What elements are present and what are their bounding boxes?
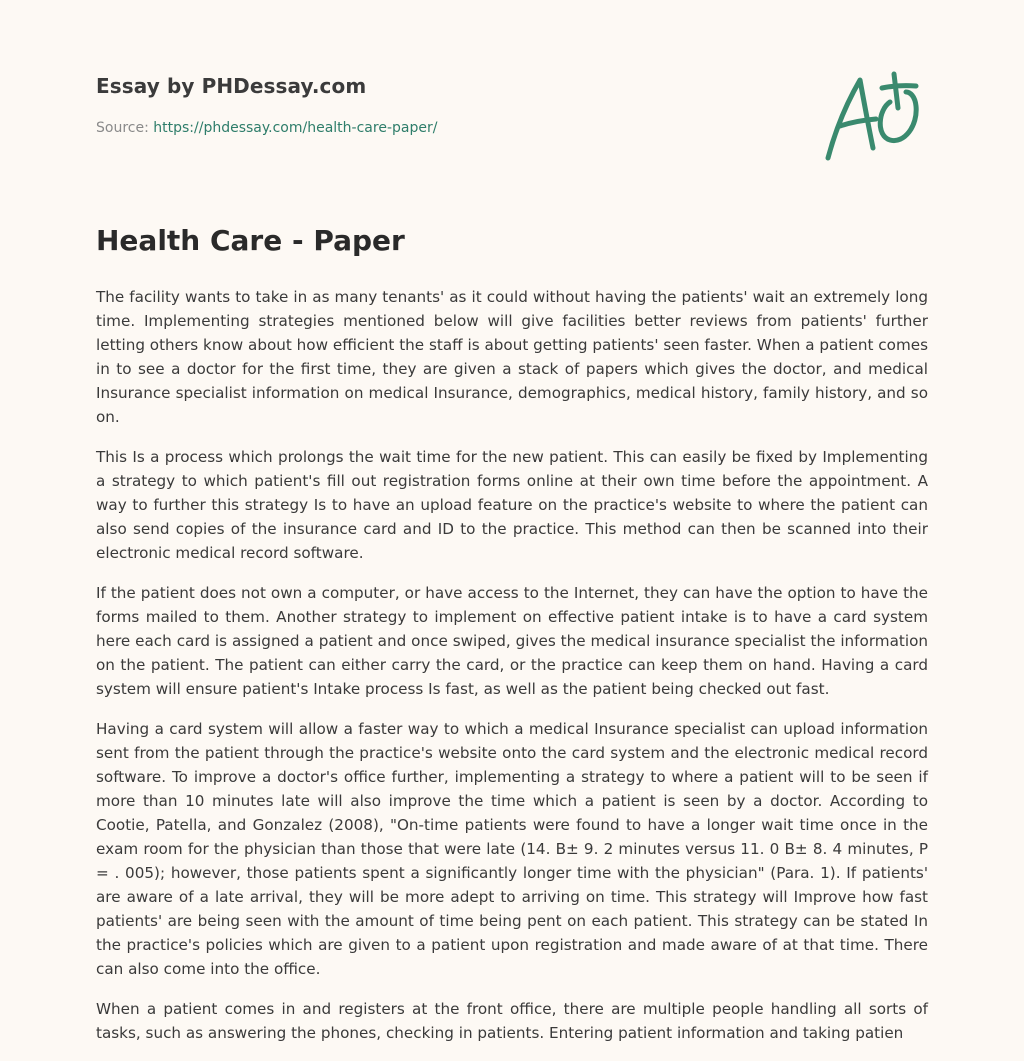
source-link[interactable]: https://phdessay.com/health-care-paper/ (153, 120, 438, 136)
paragraph: When a patient comes in and registers at the front office, there are multiple people handling all sorts of tasks, such as answering the phones, checking in patients. Entering patient information and taking patien (96, 1000, 928, 1042)
paragraph: This Is a process which prolongs the wait time for the new patient. This can easily be fixed by Implementing a strategy to which patient's fill out registration forms online at their own time before the appointment. A way to further this strategy Is to have an upload feature on the practice's website to where the patient can also send copies of the insurance card and ID to the practice. This method can then be scanned into their electronic medical record software. (96, 448, 928, 562)
a-plus-grade-icon (818, 66, 930, 166)
essay-body (96, 285, 928, 1061)
paragraph: The facility wants to take in as many tenants' as it could without having the patients' wait an extremely long time. Implementing strategies mentioned below will give facilities better reviews from patients' further letting others know about how efficient the staff is about getting patients' seen faster. When a patient comes in to see a doctor for the first time, they are given a stack of papers which gives the doctor, and medical Insurance specialist information on medical Insurance, demographics, medical history, family history, and so on. (96, 288, 928, 426)
source-label: Source: (96, 120, 154, 136)
page-header (96, 74, 437, 136)
paragraph: If the patient does not own a computer, or have access to the Internet, they can have the option to have the forms mailed to them. Another strategy to implement on effective patient intake is to have a card system here each card is assigned a patient and once swiped, gives the medical insurance specialist the information on the patient. The patient can either carry the card, or the practice can keep them on hand. Having a card system will ensure patient's Intake process Is fast, as well as the patient being checked out fast. (96, 584, 928, 698)
site-title: Essay by PHDessay.com (96, 74, 367, 98)
paragraph: Having a card system will allow a faster way to which a medical Insurance specialist can upload information sent from the patient through the practice's website onto the card system and the electronic medical record software. To improve a doctor's office further, implementing a strategy to where a patient will to be seen if more than 10 minutes late will also improve the time which a patient is seen by a doctor. According to Cootie, Patella, and Gonzalez (2008), "On-time patients were found to have a longer wait time once in the exam room for the physician than those that were late (14. B± 9. 2 minutes versus 11. 0 B± 8. 4 minutes, P = . 005); however, those patients spent a significantly longer time with the physician" (Para. 1). If patients' are aware of a late arrival, they will be more adept to arriving on time. This strategy will Improve how fast patients' are being seen with the amount of time being pent on each patient. This strategy can be stated In the practice's policies which are given to a patient upon registration and made aware of at that time. There can also come into the office. (96, 720, 928, 978)
source-line (96, 120, 437, 136)
document-title: Health Care - Paper (96, 224, 405, 257)
